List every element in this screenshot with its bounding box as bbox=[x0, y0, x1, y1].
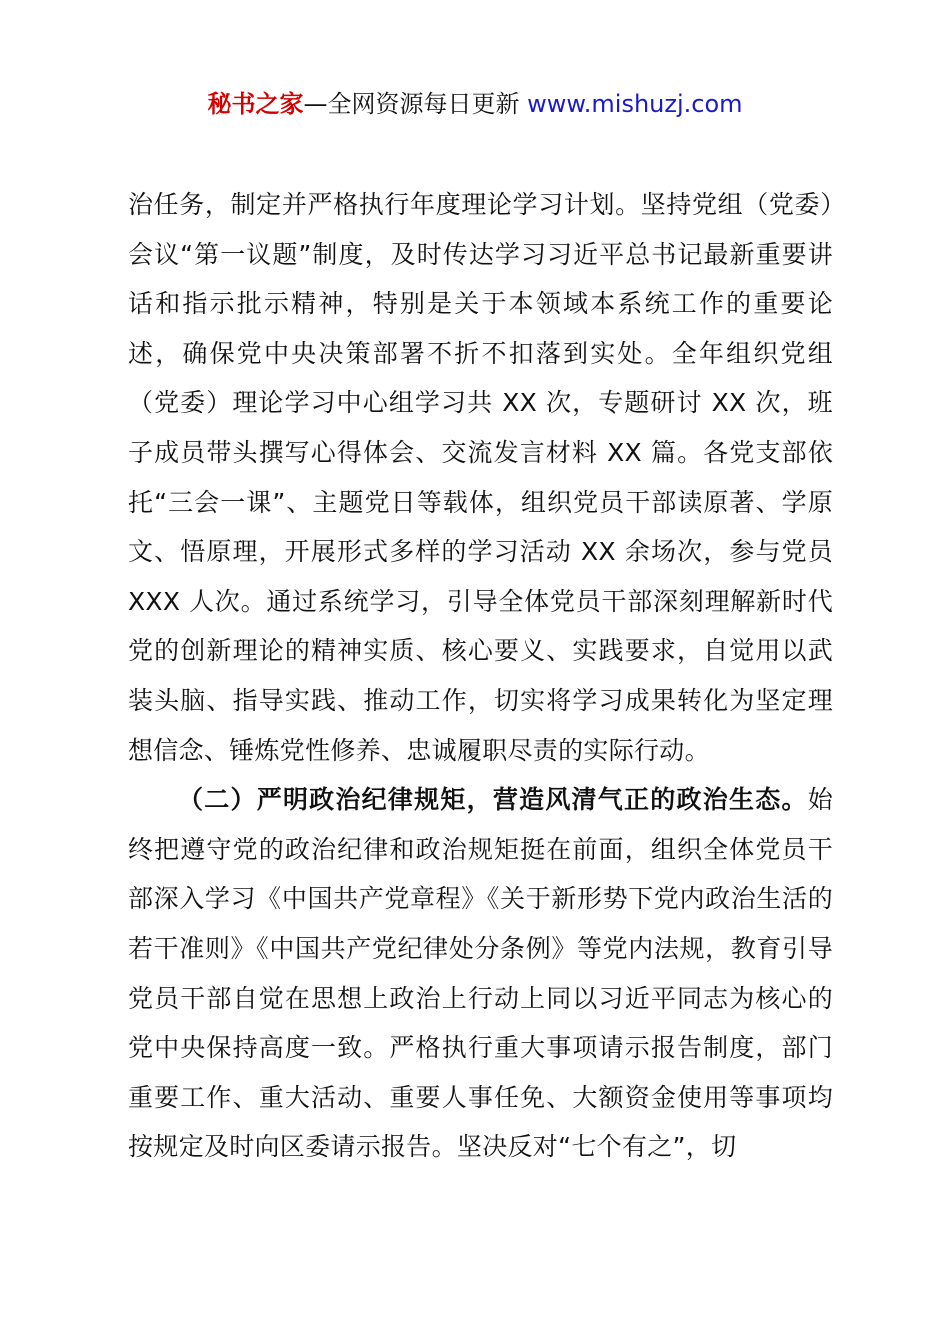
page-header bbox=[0, 86, 950, 122]
section-heading: （二）严明政治纪律规矩，营造风清气正的政治生态。 bbox=[178, 785, 808, 815]
paragraph-section-two bbox=[128, 775, 833, 1172]
paragraph-text: 始终把遵守党的政治纪律和政治规矩挺在前面，组织全体党员干部深入学习《中国共产党章程》《关于新形势下党内政治生活的若干准则》《中国共产党纪律处分条例》等党内法规，教育引导党员干部自觉在思想上政治上行动上同以习近平同志为核心的党中央保持高度一致。严格执行重大事项请示报告制度，部门重要工作、重大活动、重要人事任免、大额资金使用等事项均按规定及时向区委请示报告。坚决反对“七个有之”，切 bbox=[128, 785, 833, 1162]
site-tagline: —全网资源每日更新 bbox=[303, 90, 528, 118]
document-body bbox=[128, 180, 833, 1172]
paragraph-continuation bbox=[128, 180, 833, 775]
site-url-link[interactable]: www.mishuzj.com bbox=[527, 90, 743, 118]
paragraph-text: 治任务，制定并严格执行年度理论学习计划。坚持党组（党委）会议“第一议题”制度，及时传达学习习近平总书记最新重要讲话和指示批示精神，特别是关于本领域本系统工作的重要论述，确保党中央决策部署不折不扣落到实处。全年组织党组（党委）理论学习中心组学习共 XX 次，专题研讨 XX 次，班子成员带头撰写心得体会、交流发言材料 XX 篇。各党支部依托“三会一课”、主题党日等载体，组织党员干部读原著、学原文、悟原理，开展形式多样的学习活动 XX 余场次，参与党员 XXX 人次。通过系统学习，引导全体党员干部深刻理解新时代党的创新理论的精神实质、核心要义、实践要求，自觉用以武装头脑、指导实践、推动工作，切实将学习成果转化为坚定理想信念、锤炼党性修养、忠诚履职尽责的实际行动。 bbox=[128, 190, 833, 765]
site-brand: 秘书之家 bbox=[207, 90, 304, 118]
